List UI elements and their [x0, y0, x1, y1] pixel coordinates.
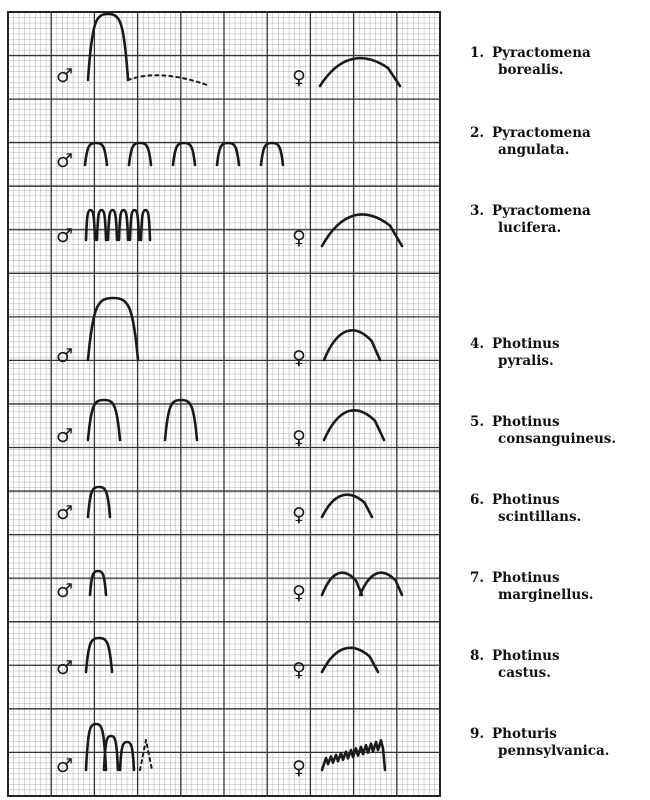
female-symbol: ♀ [292, 227, 306, 249]
legend-epithet: consanguineus. [498, 431, 617, 447]
legend-number: 1. [470, 45, 485, 61]
legend-genus: Photinus [492, 414, 560, 430]
legend-epithet: angulata. [498, 142, 570, 158]
female-symbol: ♀ [292, 504, 306, 526]
male-symbol: ♂ [56, 580, 74, 602]
legend-entry-8 [470, 648, 560, 682]
legend-epithet: marginellus. [498, 587, 594, 603]
male-symbol: ♂ [56, 425, 74, 447]
legend-number: 5. [470, 414, 485, 430]
legend-epithet: borealis. [498, 62, 564, 78]
female-symbol: ♀ [292, 427, 306, 449]
male-symbol: ♂ [56, 225, 74, 247]
male-symbol: ♂ [56, 657, 74, 679]
legend-epithet: castus. [498, 665, 551, 681]
legend-genus: Photinus [492, 570, 560, 586]
legend-entry-3 [470, 203, 591, 237]
male-symbol: ♂ [56, 502, 74, 524]
legend-entry-7 [470, 570, 594, 604]
legend-number: 3. [470, 203, 485, 219]
legend-number: 4. [470, 336, 485, 352]
legend-genus: Photuris [492, 726, 557, 742]
legend-number: 7. [470, 570, 485, 586]
male-symbol: ♂ [56, 65, 74, 87]
female-symbol: ♀ [292, 659, 306, 681]
female-symbol: ♀ [292, 347, 306, 369]
legend-entry-4 [470, 336, 560, 370]
legend-number: 2. [470, 125, 485, 141]
female-symbol: ♀ [292, 67, 306, 89]
legend-genus: Photinus [492, 648, 560, 664]
male-symbol: ♂ [56, 345, 74, 367]
legend-entry-2 [470, 125, 591, 159]
legend-epithet: scintillans. [498, 509, 582, 525]
legend-entry-1 [470, 45, 591, 79]
legend-genus: Photinus [492, 336, 560, 352]
legend-genus: Pyractomena [492, 203, 591, 219]
legend-entry-5 [470, 414, 616, 448]
legend-genus: Pyractomena [492, 125, 591, 141]
legend-genus: Photinus [492, 492, 560, 508]
female-symbol: ♀ [292, 757, 306, 779]
legend-epithet: lucifera. [498, 220, 562, 236]
legend-number: 6. [470, 492, 485, 508]
male-symbol: ♂ [56, 150, 74, 172]
legend-number: 9. [470, 726, 485, 742]
legend-entry-6 [470, 492, 581, 526]
legend-genus: Pyractomena [492, 45, 591, 61]
legend-epithet: pennsylvanica. [498, 743, 610, 759]
female-symbol: ♀ [292, 582, 306, 604]
legend-number: 8. [470, 648, 485, 664]
male-symbol: ♂ [56, 755, 74, 777]
legend-epithet: pyralis. [498, 353, 554, 369]
legend-entry-9 [470, 726, 609, 760]
